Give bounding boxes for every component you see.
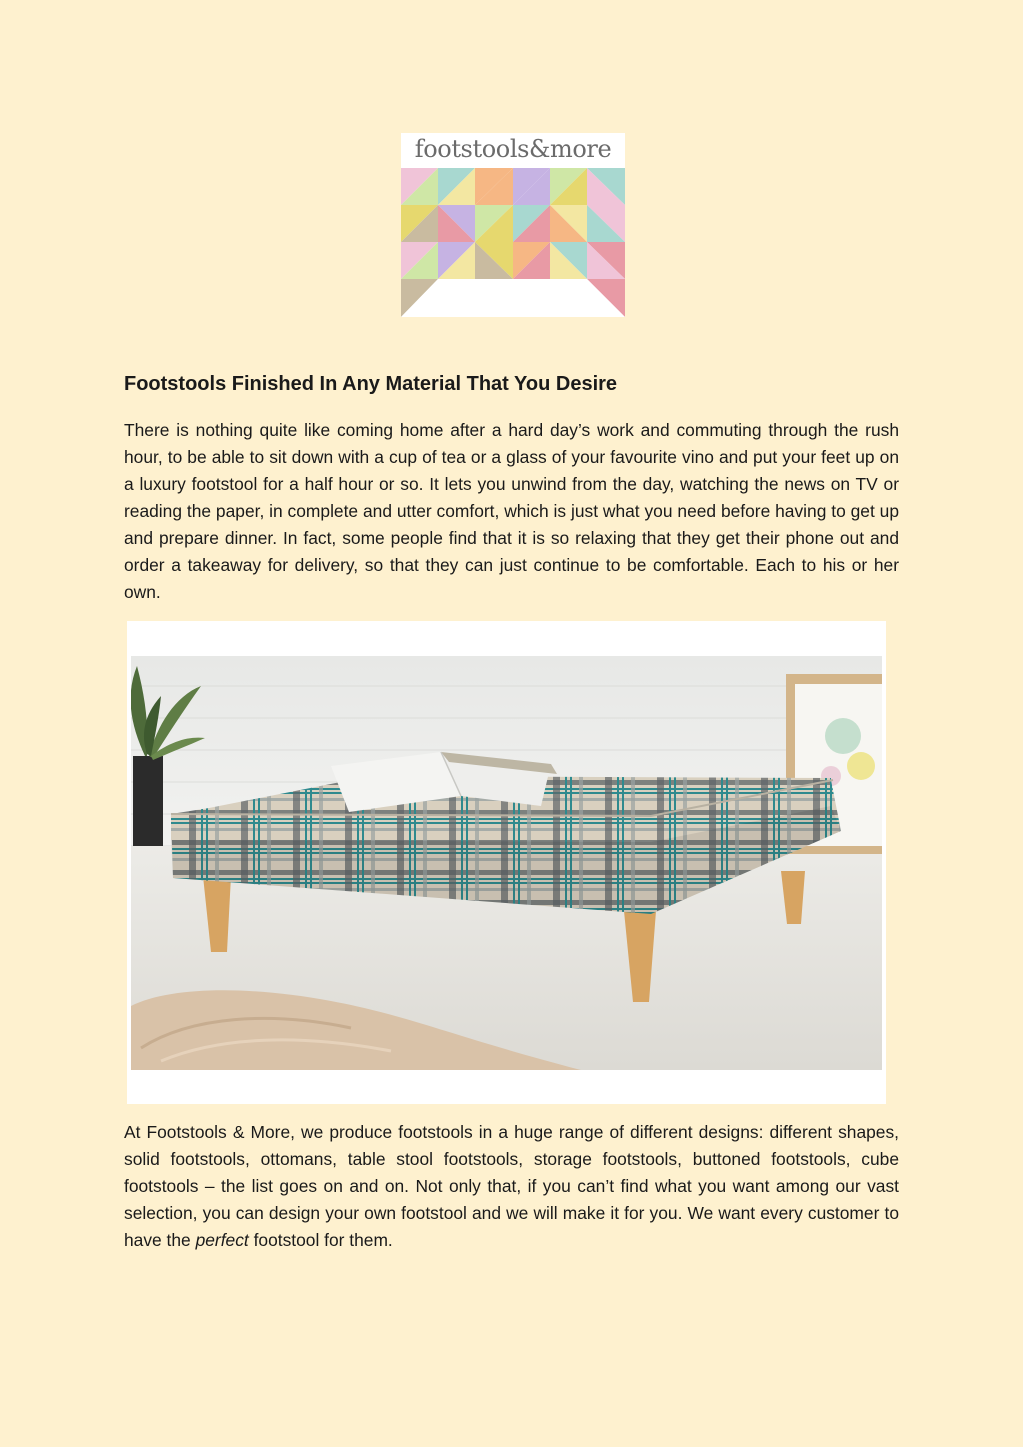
emphasis-perfect: perfect [195,1230,249,1250]
product-photo [127,621,886,1104]
intro-paragraph: There is nothing quite like coming home after a hard day’s work and commuting through the rush hour, to be able to sit down with a cup of tea or a glass of your favourite vino and put your feet up on a luxury footstool for a half hour or so. It lets you unwind from the day, watching the news on TV or reading the paper, in complete and utter comfort, which is just what you need before having to get up and prepare dinner. In fact, some people find that it is so relaxing that they get their phone out and order a takeaway for delivery, so that they can just continue to be comfortable. Each to his or her own. [124,420,899,602]
tartan-footstool-illustration [131,656,882,1070]
logo-triangle-pattern [401,168,625,317]
logo-wordmark: footstools&more [414,135,612,163]
article-heading: Footstools Finished In Any Material That You Desire [124,373,618,395]
range-paragraph [124,1119,899,1254]
range-paragraph-text: At Footstools & More, we produce footstools in a huge range of different designs: different shapes, solid footstools, ottomans, table stool footstools, storage footstools, buttoned footstools, cube footstools – the list goes on and on. Not only that, if you can’t find what you want among our vast selection, you can design your own footstool and we will make it for you. We want every customer to have the [124,1122,899,1250]
footstools-and-more-logo [401,133,625,317]
range-paragraph-ending: footstool for them. [248,1230,393,1250]
